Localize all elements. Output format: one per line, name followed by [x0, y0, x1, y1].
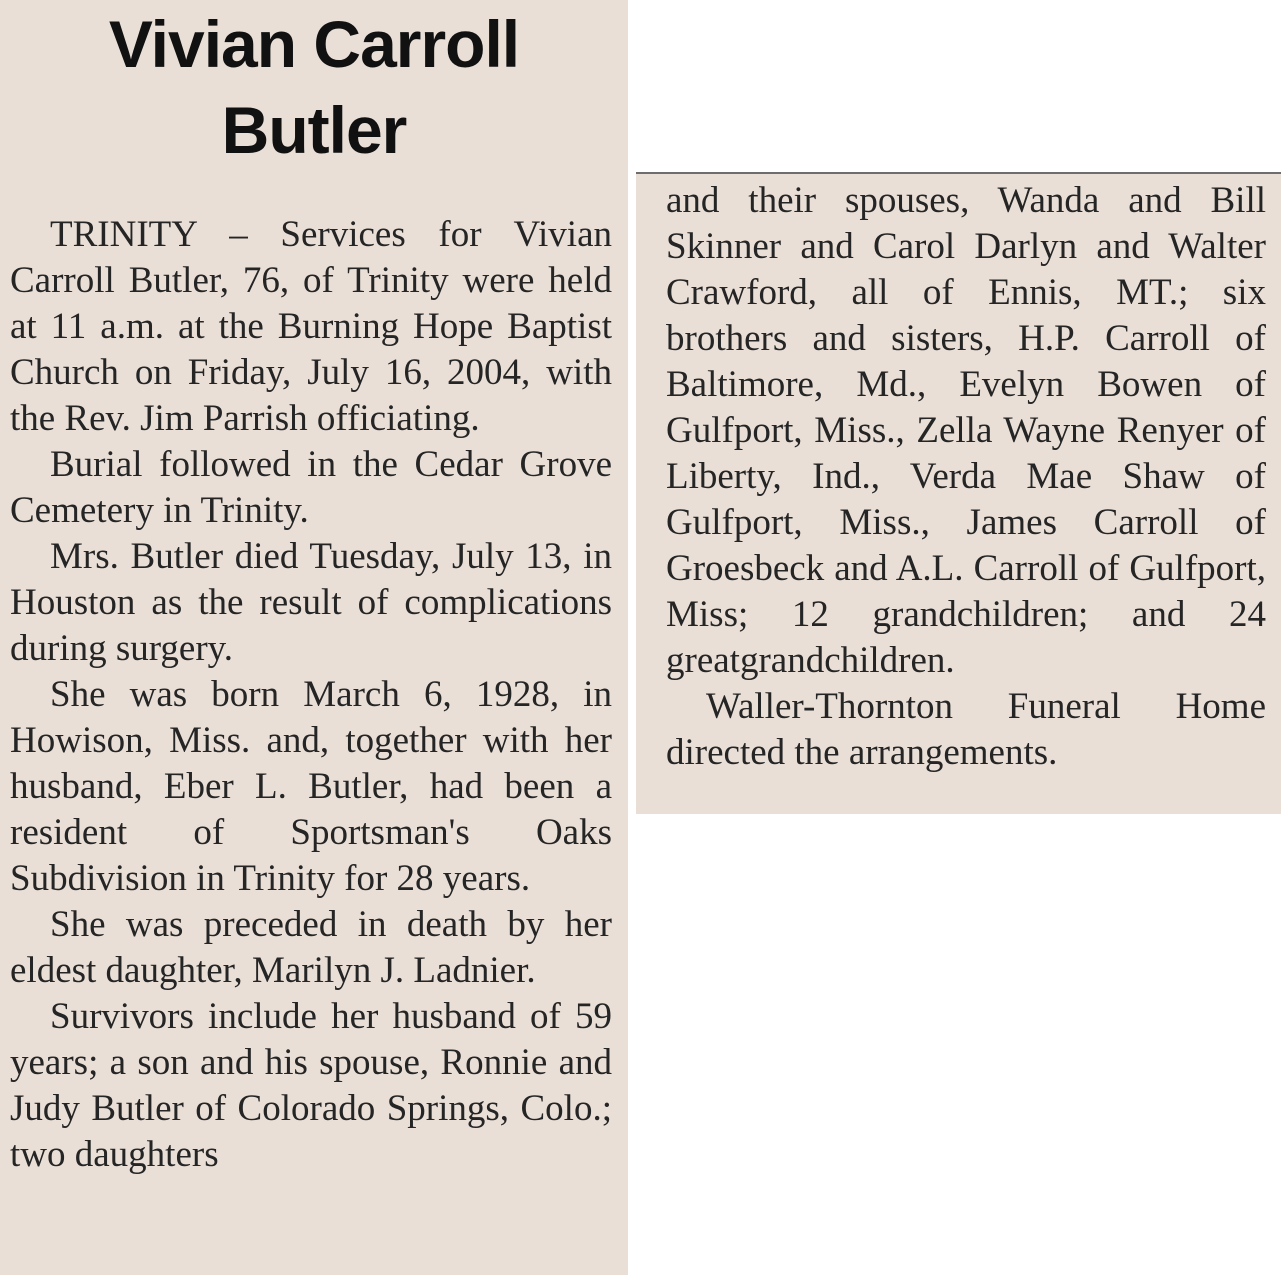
paragraph-birth: She was born March 6, 1928, in Howison, Miss. and, together with her husband, Eber L. Butler, had been a resident of Sportsman's Oaks Subdivision in Trinity for 28 years. — [10, 674, 612, 899]
paragraph-preceded: She was preceded in death by her eldest daughter, Marilyn J. Ladnier. — [10, 904, 612, 991]
right-column-text — [666, 178, 1266, 776]
headline-line-2: Butler — [221, 93, 407, 167]
obituary-clipping-left — [0, 0, 628, 1275]
paragraph-services: TRINITY – Services for Vivian Carroll Butler, 76, of Trinity were held at 11 a.m. at the Burning Hope Baptist Church on Friday, July 16, 2004, with the Rev. Jim Parrish officiating. — [10, 214, 612, 439]
obituary-headline — [0, 0, 628, 173]
paragraph-death: Mrs. Butler died Tuesday, July 13, in Houston as the result of complications during surgery. — [10, 536, 612, 669]
paragraph-survivors: Survivors include her husband of 59 years; a son and his spouse, Ronnie and Judy Butler of Colorado Springs, Colo.; two daughters — [10, 996, 612, 1175]
paragraph-burial: Burial followed in the Cedar Grove Cemetery in Trinity. — [10, 444, 612, 531]
paragraph-funeral-home: Waller-Thornton Funeral Home directed the arrangements. — [666, 686, 1266, 773]
left-column-text — [10, 212, 612, 1178]
headline-line-1: Vivian Carroll — [108, 7, 520, 81]
obituary-clipping-right — [636, 172, 1281, 814]
paragraph-survivors-continued: and their spouses, Wanda and Bill Skinner and Carol Darlyn and Walter Crawford, all of Ennis, MT.; six brothers and sisters, H.P. Carroll of Baltimore, Md., Evelyn Bowen of Gulfport, Miss., Zella Wayne Renyer of Liberty, Ind., Verda Mae Shaw of Gulfport, Miss., James Carroll of Groesbeck and A.L. Carroll of Gulfport, Miss; 12 grandchildren; and 24 greatgrandchildren. — [666, 180, 1266, 681]
